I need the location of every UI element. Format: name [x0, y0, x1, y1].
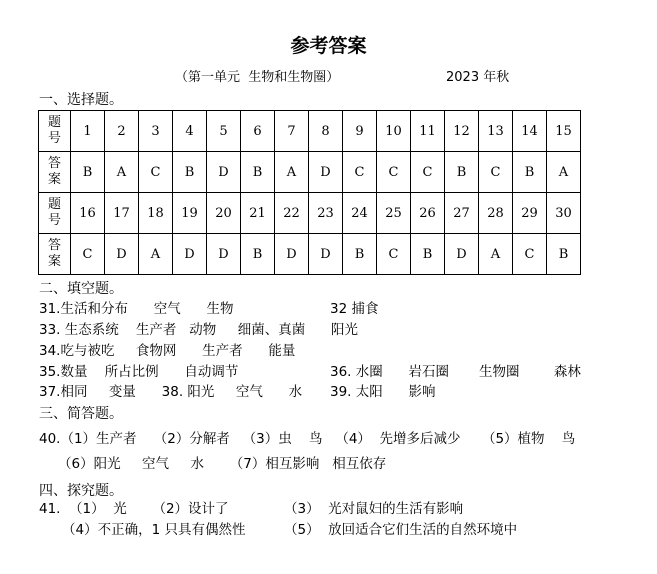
answer-cell: C [139, 152, 173, 193]
question-number-cell: 8 [309, 111, 343, 152]
question-number-cell: 21 [241, 193, 275, 234]
answer-cell: B [445, 152, 479, 193]
answer-cell: D [275, 234, 309, 275]
question-number-cell: 30 [547, 193, 581, 234]
answer-row [39, 234, 581, 275]
answer-cell: B [241, 152, 275, 193]
answer-cell: B [343, 234, 377, 275]
answer-cell: C [377, 152, 411, 193]
question-number-cell: 24 [343, 193, 377, 234]
question-number-cell: 11 [411, 111, 445, 152]
question-number-cell: 2 [105, 111, 139, 152]
row-header-question: 题 号 [39, 111, 71, 152]
section-heading-choice: 一、选择题。 [39, 92, 123, 108]
answer-cell: D [445, 234, 479, 275]
answer-cell: D [173, 234, 207, 275]
answer-cell: C [377, 234, 411, 275]
explore-line-1b: （3） 光对鼠妇的生活有影响 [284, 501, 464, 517]
question-number-cell: 5 [207, 111, 241, 152]
question-number-cell: 26 [411, 193, 445, 234]
answer-table [38, 110, 581, 275]
question-number-cell: 9 [343, 111, 377, 152]
answer-cell: D [105, 234, 139, 275]
question-number-cell: 25 [377, 193, 411, 234]
question-number-cell: 28 [479, 193, 513, 234]
answer-cell: A [139, 234, 173, 275]
answer-cell: C [343, 152, 377, 193]
fill-line-36: 36. 水圈 岩石圈 生物圈 森林 [330, 364, 581, 380]
section-heading-short: 三、简答题。 [39, 406, 123, 422]
question-number-cell: 20 [207, 193, 241, 234]
question-number-cell: 3 [139, 111, 173, 152]
question-number-cell: 27 [445, 193, 479, 234]
answer-cell: D [309, 234, 343, 275]
row-header-answer: 答 案 [39, 234, 71, 275]
question-number-cell: 17 [105, 193, 139, 234]
term-year: 2023 年秋 [446, 70, 510, 85]
answer-cell: B [513, 152, 547, 193]
question-number-cell: 22 [275, 193, 309, 234]
short-answer-line-2: （6）阳光 空气 水 （7）相互影响 相互依存 [58, 456, 387, 472]
row-header-question: 题 号 [39, 193, 71, 234]
question-number-cell: 14 [513, 111, 547, 152]
section-heading-fill: 二、填空题。 [39, 281, 123, 297]
question-number-cell: 29 [513, 193, 547, 234]
answer-cell: B [173, 152, 207, 193]
answer-cell: C [513, 234, 547, 275]
section-heading-explore: 四、探究题。 [39, 483, 123, 499]
fill-line-34: 34.吃与被吃 食物网 生产者 能量 [39, 343, 296, 359]
answer-cell: D [207, 152, 241, 193]
fill-line-35: 35.数量 所占比例 自动调节 [39, 364, 239, 380]
answer-cell: B [411, 234, 445, 275]
question-number-cell: 12 [445, 111, 479, 152]
question-number-cell: 15 [547, 111, 581, 152]
fill-line-37-38: 37.相同 变量 38. 阳光 空气 水 [39, 384, 303, 400]
answer-cell: A [547, 152, 581, 193]
answer-cell: D [309, 152, 343, 193]
fill-line-39: 39. 太阳 影响 [330, 384, 436, 400]
explore-line-2a: （4）不正确，1 只具有偶然性 [62, 522, 246, 538]
row-header-answer: 答 案 [39, 152, 71, 193]
answer-cell: C [479, 152, 513, 193]
fill-line-33: 33. 生态系统 生产者 动物 细菌、真菌 阳光 [39, 322, 359, 338]
question-number-cell: 10 [377, 111, 411, 152]
answer-cell: B [547, 234, 581, 275]
answer-cell: A [275, 152, 309, 193]
short-answer-line-1: 40.（1）生产者 （2）分解者 （3）虫 鸟 （4） 先增多后减少 （5）植物 鸟 [39, 431, 576, 447]
fill-line-32: 32 捕食 [330, 301, 379, 317]
question-number-cell: 7 [275, 111, 309, 152]
answer-cell: B [71, 152, 105, 193]
question-number-cell: 1 [71, 111, 105, 152]
question-number-cell: 6 [241, 111, 275, 152]
answer-cell: D [207, 234, 241, 275]
fill-line-31: 31.生活和分布 空气 生物 [39, 301, 234, 317]
answer-cell: A [479, 234, 513, 275]
answer-cell: C [71, 234, 105, 275]
question-number-cell: 19 [173, 193, 207, 234]
answer-cell: C [411, 152, 445, 193]
question-number-cell: 13 [479, 111, 513, 152]
question-number-cell: 23 [309, 193, 343, 234]
unit-subtitle: （第一单元 生物和生物圈） [175, 70, 340, 85]
page-title: 参考答案 [290, 35, 367, 57]
explore-line-2b: （5） 放回适合它们生活的自然环境中 [284, 522, 518, 538]
question-number-cell: 16 [71, 193, 105, 234]
question-number-cell: 18 [139, 193, 173, 234]
answer-cell: A [105, 152, 139, 193]
question-number-row [39, 111, 581, 152]
answer-cell: B [241, 234, 275, 275]
question-number-cell: 4 [173, 111, 207, 152]
explore-line-1a: 41. （1） 光 （2）设计了 [39, 501, 229, 517]
answer-row [39, 152, 581, 193]
question-number-row [39, 193, 581, 234]
